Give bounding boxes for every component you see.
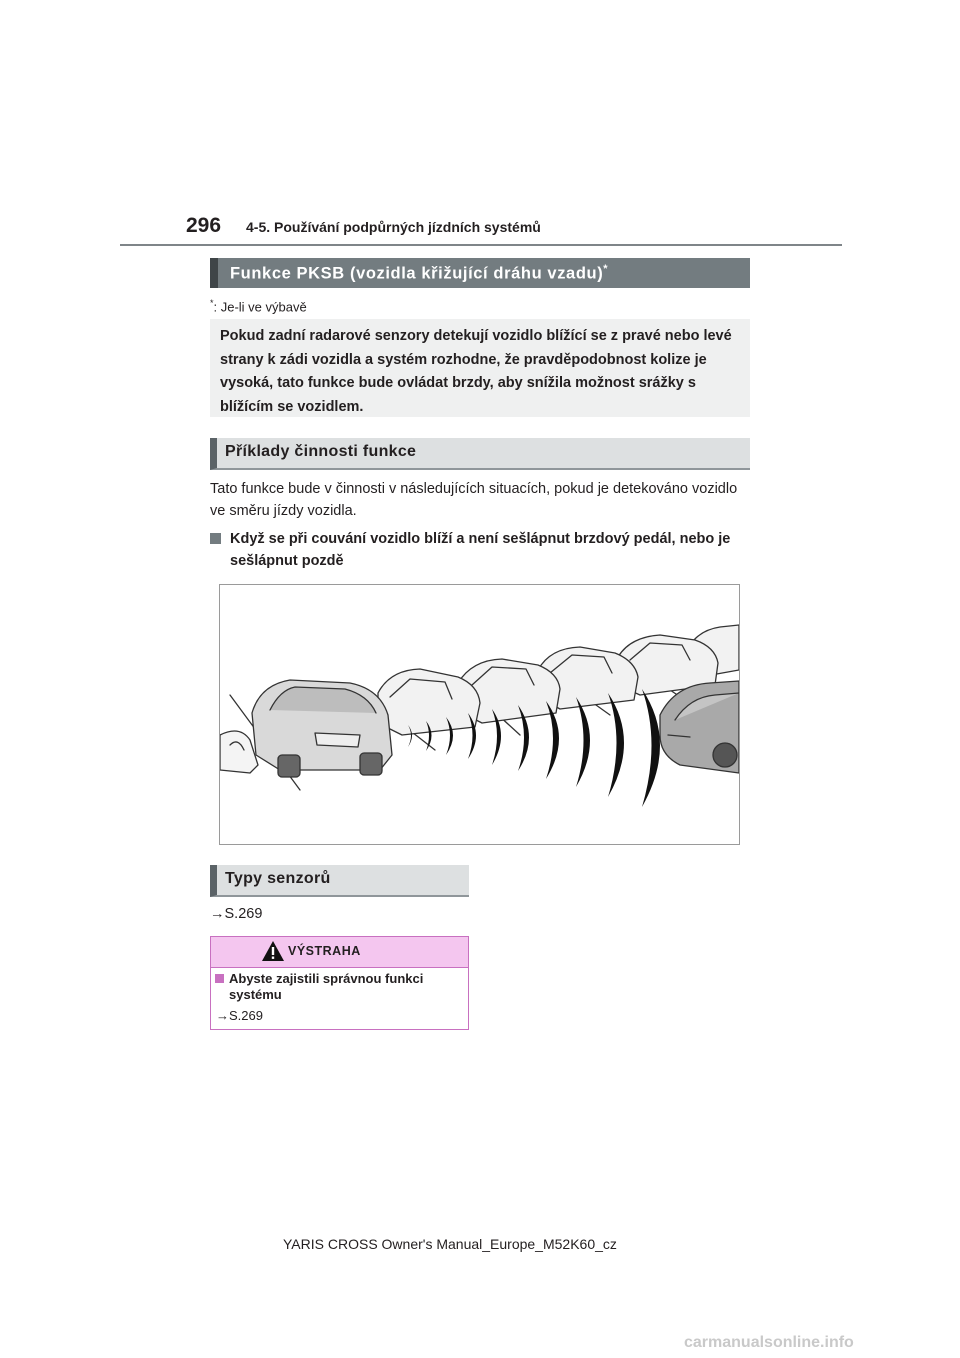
footer-text: YARIS CROSS Owner's Manual_Europe_M52K60_cz bbox=[283, 1236, 617, 1252]
warning-label: VÝSTRAHA bbox=[288, 944, 361, 958]
header-divider bbox=[120, 244, 842, 246]
warning-triangle-icon bbox=[261, 940, 285, 962]
left-partial-car bbox=[220, 731, 258, 773]
main-heading-title: Funkce PKSB (vozidla křižující dráhu vzadu) bbox=[230, 264, 604, 283]
radar-wave bbox=[608, 693, 624, 797]
examples-bullet bbox=[210, 528, 755, 572]
examples-heading: Příklady činnosti funkce bbox=[210, 438, 750, 470]
radar-wave bbox=[576, 697, 590, 787]
bullet-text: Když se při couvání vozidlo blíží a není sešlápnut brzdový pedál, nebo je sešlápnut pozdě bbox=[230, 531, 731, 569]
section-title: 4-5. Používání podpůrných jízdních systémů bbox=[246, 219, 541, 235]
page-number: 296 bbox=[186, 214, 222, 237]
sensors-page-ref[interactable]: →S.269 bbox=[210, 906, 263, 922]
main-heading-marker: * bbox=[603, 263, 609, 275]
sensors-heading: Typy senzorů bbox=[210, 865, 469, 897]
warning-page-ref[interactable]: →S.269 bbox=[216, 1008, 263, 1023]
footnote bbox=[210, 298, 307, 314]
illustration-frame bbox=[219, 584, 740, 845]
warning-item-text: Abyste zajistili správnou funkci systému bbox=[229, 971, 424, 1002]
warning-box bbox=[210, 936, 469, 1030]
main-heading bbox=[210, 258, 750, 288]
intro-box: Pokud zadní radarové senzory detekují vozidlo blížící se z pravé nebo levé strany k zádi vozidla a systém rozhodne, že pravděpodobnost kolize je vysoká, tato funkce bude ovládat brzdy, aby snížila možnost srážky s blížícím se vozidlem. bbox=[210, 319, 750, 417]
approaching-car bbox=[660, 681, 739, 773]
radar-wave bbox=[642, 689, 660, 807]
parking-illustration bbox=[220, 585, 739, 844]
bullet-square-icon bbox=[210, 533, 221, 544]
watermark: carmanualsonline.info bbox=[684, 1334, 854, 1351]
footnote-text: : Je-li ve výbavě bbox=[213, 299, 307, 315]
warning-header bbox=[211, 937, 468, 968]
footnote-marker: * bbox=[210, 298, 214, 308]
warning-item bbox=[215, 971, 463, 1002]
reversing-suv bbox=[252, 680, 392, 777]
examples-body: Tato funkce bude v činnosti v následujících situacích, pokud je detekováno vozidlo ve směru jízdy vozidla. bbox=[210, 481, 738, 519]
warning-bullet-square-icon bbox=[215, 974, 224, 983]
